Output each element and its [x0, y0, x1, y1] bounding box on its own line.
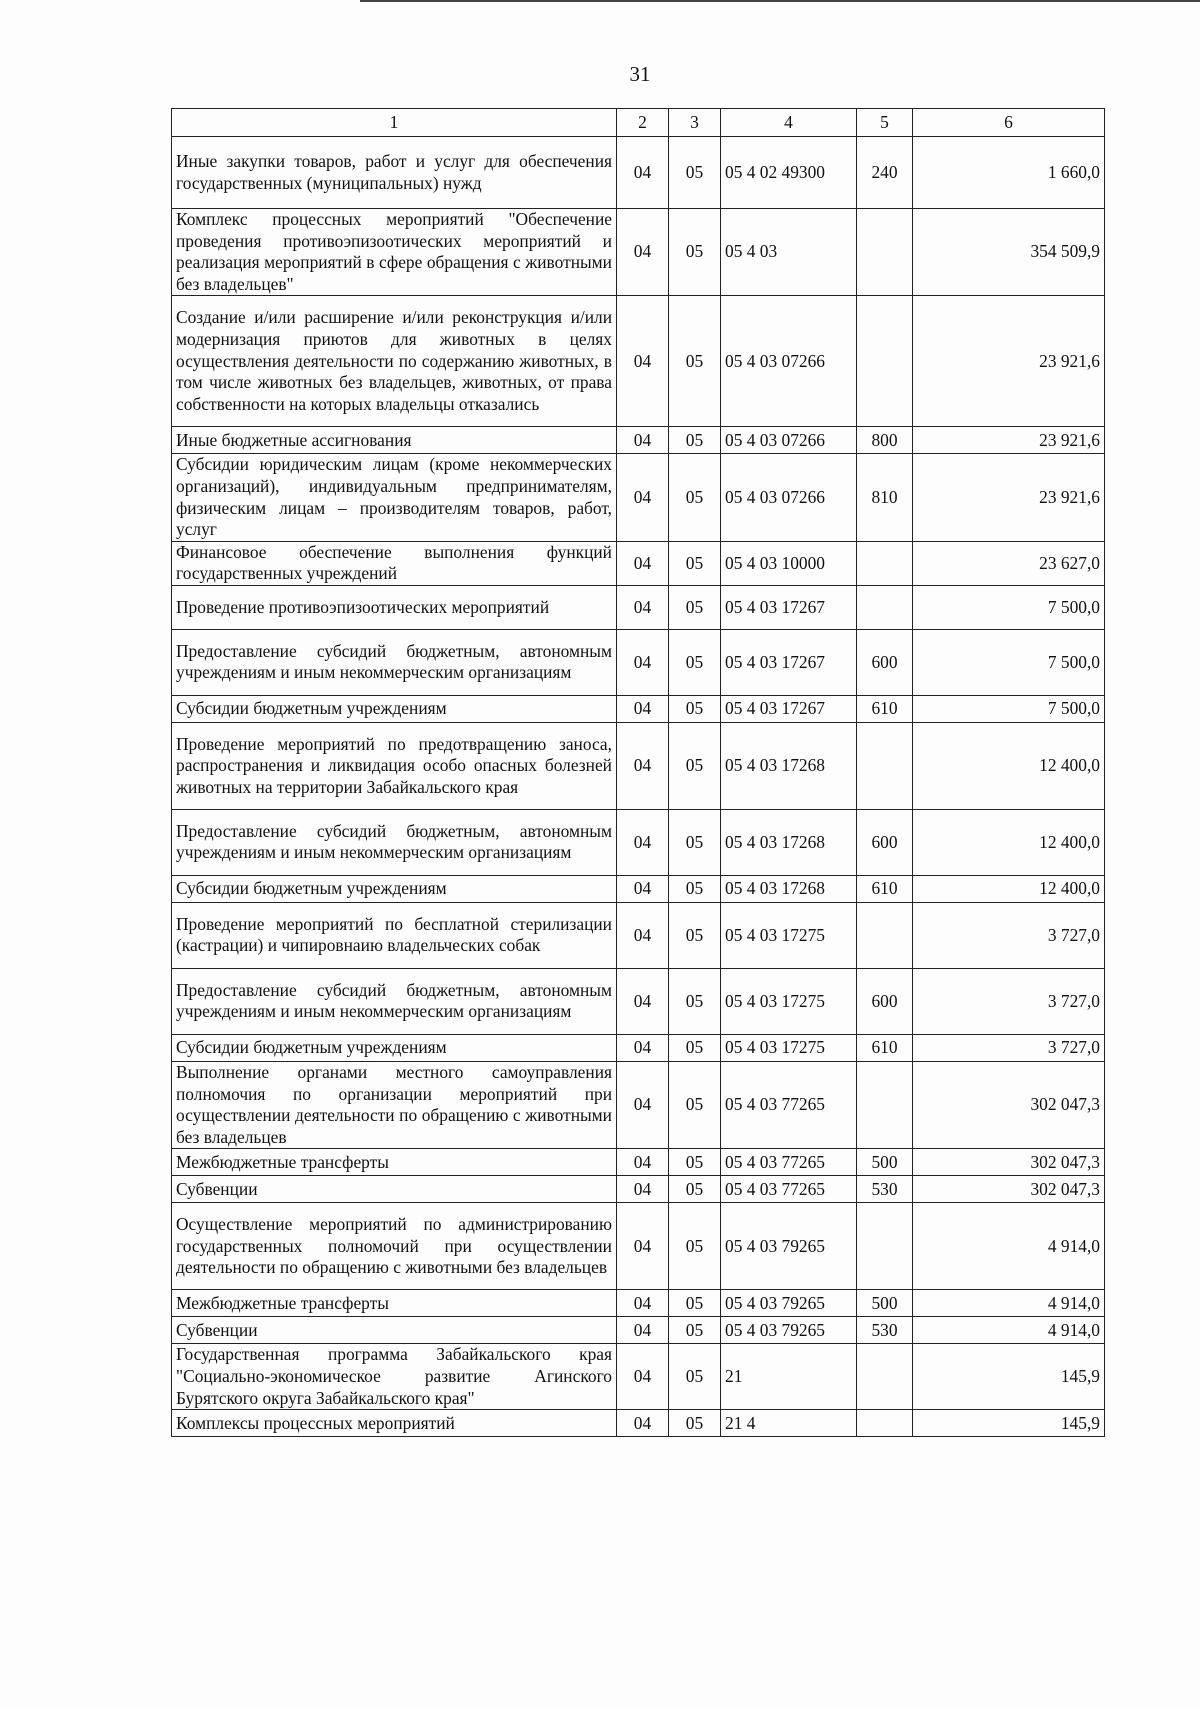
row-expense-type [857, 1203, 913, 1290]
row-name: Субсидии юридическим лицам (кроме некоммерческих организаций), индивидуальным предпринимателям, физическим лицам – производителям товаров, работ, услуг [172, 454, 617, 541]
row-target-article: 05 4 03 17268 [721, 809, 857, 875]
header-col-5: 5 [857, 109, 913, 137]
table-row [172, 1410, 1105, 1437]
row-expense-type [857, 722, 913, 809]
row-expense-type [857, 1344, 913, 1410]
row-name: Создание и/или расширение и/или реконструкция и/или модернизация приютов для животных в целях осуществления деятельности по содержанию животных, в том числе животных без владельцев, животных, от права собственности на которых владельцы отказались [172, 296, 617, 427]
row-amount: 3 727,0 [913, 1034, 1105, 1061]
row-amount: 23 921,6 [913, 454, 1105, 541]
row-target-article: 05 4 03 07266 [721, 427, 857, 454]
table-row [172, 1149, 1105, 1176]
row-name: Субвенции [172, 1317, 617, 1344]
row-subsection: 05 [669, 1034, 721, 1061]
scan-edge-line [360, 0, 1200, 2]
row-subsection: 05 [669, 1176, 721, 1203]
row-target-article: 05 4 03 79265 [721, 1317, 857, 1344]
row-section: 04 [617, 585, 669, 629]
table-row [172, 1344, 1105, 1410]
row-amount: 145,9 [913, 1344, 1105, 1410]
row-subsection: 05 [669, 629, 721, 695]
row-name: Межбюджетные трансферты [172, 1149, 617, 1176]
row-subsection: 05 [669, 1317, 721, 1344]
row-expense-type [857, 296, 913, 427]
row-name: Государственная программа Забайкальского края "Социально-экономическое развитие Агинского Бурятского округа Забайкальского края" [172, 1344, 617, 1410]
table-row [172, 1317, 1105, 1344]
table-row [172, 875, 1105, 902]
row-subsection: 05 [669, 541, 721, 585]
row-expense-type: 600 [857, 629, 913, 695]
row-target-article: 05 4 03 17275 [721, 902, 857, 968]
row-section: 04 [617, 1290, 669, 1317]
row-target-article: 05 4 03 79265 [721, 1203, 857, 1290]
row-section: 04 [617, 722, 669, 809]
row-section: 04 [617, 1344, 669, 1410]
row-section: 04 [617, 1410, 669, 1437]
header-col-6: 6 [913, 109, 1105, 137]
row-subsection: 05 [669, 968, 721, 1034]
row-expense-type: 530 [857, 1176, 913, 1203]
row-subsection: 05 [669, 809, 721, 875]
header-col-1: 1 [172, 109, 617, 137]
row-section: 04 [617, 629, 669, 695]
row-target-article: 05 4 03 10000 [721, 541, 857, 585]
table-row [172, 137, 1105, 209]
row-name: Комплексы процессных мероприятий [172, 1410, 617, 1437]
row-name: Выполнение органами местного самоуправления полномочия по организации мероприятий при осуществлении деятельности по обращению с животными без владельцев [172, 1061, 617, 1148]
row-subsection: 05 [669, 427, 721, 454]
row-target-article: 05 4 03 17267 [721, 695, 857, 722]
row-expense-type: 610 [857, 875, 913, 902]
row-subsection: 05 [669, 695, 721, 722]
row-name: Межбюджетные трансферты [172, 1290, 617, 1317]
table-row [172, 427, 1105, 454]
row-subsection: 05 [669, 1344, 721, 1410]
row-subsection: 05 [669, 1290, 721, 1317]
row-expense-type [857, 1410, 913, 1437]
row-expense-type: 800 [857, 427, 913, 454]
row-name: Иные закупки товаров, работ и услуг для обеспечения государственных (муниципальных) нужд [172, 137, 617, 209]
table-row [172, 585, 1105, 629]
row-name: Субсидии бюджетным учреждениям [172, 1034, 617, 1061]
row-section: 04 [617, 1149, 669, 1176]
row-expense-type [857, 1061, 913, 1148]
row-section: 04 [617, 695, 669, 722]
row-name: Проведение противоэпизоотических мероприятий [172, 585, 617, 629]
table-row [172, 1176, 1105, 1203]
row-target-article: 05 4 03 17275 [721, 1034, 857, 1061]
row-target-article: 05 4 03 07266 [721, 296, 857, 427]
row-amount: 4 914,0 [913, 1290, 1105, 1317]
budget-table [171, 108, 1105, 1437]
row-amount: 4 914,0 [913, 1203, 1105, 1290]
row-target-article: 05 4 03 17268 [721, 875, 857, 902]
row-expense-type: 500 [857, 1290, 913, 1317]
row-target-article: 05 4 02 49300 [721, 137, 857, 209]
row-subsection: 05 [669, 1149, 721, 1176]
table-row [172, 1290, 1105, 1317]
row-target-article: 05 4 03 17267 [721, 629, 857, 695]
row-amount: 145,9 [913, 1410, 1105, 1437]
row-amount: 7 500,0 [913, 585, 1105, 629]
row-amount: 23 921,6 [913, 427, 1105, 454]
row-name: Финансовое обеспечение выполнения функций государственных учреждений [172, 541, 617, 585]
row-subsection: 05 [669, 875, 721, 902]
row-target-article: 05 4 03 [721, 209, 857, 296]
table-row [172, 695, 1105, 722]
row-amount: 302 047,3 [913, 1176, 1105, 1203]
row-expense-type [857, 585, 913, 629]
row-subsection: 05 [669, 296, 721, 427]
header-col-2: 2 [617, 109, 669, 137]
row-expense-type [857, 209, 913, 296]
row-section: 04 [617, 296, 669, 427]
row-amount: 12 400,0 [913, 809, 1105, 875]
table-body [172, 137, 1105, 1437]
row-name: Комплекс процессных мероприятий "Обеспечение проведения противоэпизоотических мероприятий и реализация мероприятий в сфере обращения с животными без владельцев" [172, 209, 617, 296]
row-amount: 4 914,0 [913, 1317, 1105, 1344]
row-name: Проведение мероприятий по предотвращению заноса, распространения и ликвидация особо опасных болезней животных на территории Забайкальского края [172, 722, 617, 809]
row-section: 04 [617, 1176, 669, 1203]
row-target-article: 05 4 03 17275 [721, 968, 857, 1034]
table-row [172, 1203, 1105, 1290]
row-name: Субвенции [172, 1176, 617, 1203]
row-section: 04 [617, 1317, 669, 1344]
row-expense-type [857, 541, 913, 585]
row-name: Осуществление мероприятий по администрированию государственных полномочий при осуществлении деятельности по обращению с животными без владельцев [172, 1203, 617, 1290]
row-target-article: 05 4 03 79265 [721, 1290, 857, 1317]
row-amount: 7 500,0 [913, 629, 1105, 695]
row-target-article: 05 4 03 17267 [721, 585, 857, 629]
row-amount: 23 921,6 [913, 296, 1105, 427]
row-amount: 354 509,9 [913, 209, 1105, 296]
row-expense-type: 240 [857, 137, 913, 209]
row-section: 04 [617, 541, 669, 585]
row-section: 04 [617, 1203, 669, 1290]
row-target-article: 05 4 03 77265 [721, 1149, 857, 1176]
table-row [172, 722, 1105, 809]
row-target-article: 05 4 03 77265 [721, 1176, 857, 1203]
header-col-4: 4 [721, 109, 857, 137]
row-subsection: 05 [669, 722, 721, 809]
row-section: 04 [617, 454, 669, 541]
row-name: Субсидии бюджетным учреждениям [172, 875, 617, 902]
row-section: 04 [617, 902, 669, 968]
row-section: 04 [617, 427, 669, 454]
row-subsection: 05 [669, 1203, 721, 1290]
row-name: Иные бюджетные ассигнования [172, 427, 617, 454]
row-target-article: 05 4 03 17268 [721, 722, 857, 809]
row-amount: 1 660,0 [913, 137, 1105, 209]
row-subsection: 05 [669, 585, 721, 629]
row-amount: 3 727,0 [913, 968, 1105, 1034]
page-number: 31 [629, 62, 651, 86]
table-row [172, 541, 1105, 585]
row-section: 04 [617, 875, 669, 902]
row-amount: 302 047,3 [913, 1149, 1105, 1176]
row-expense-type: 600 [857, 968, 913, 1034]
header-row [172, 109, 1105, 137]
row-expense-type: 610 [857, 1034, 913, 1061]
row-amount: 12 400,0 [913, 722, 1105, 809]
table-row [172, 296, 1105, 427]
row-subsection: 05 [669, 1410, 721, 1437]
row-section: 04 [617, 968, 669, 1034]
row-amount: 3 727,0 [913, 902, 1105, 968]
table-row [172, 902, 1105, 968]
row-subsection: 05 [669, 137, 721, 209]
row-target-article: 05 4 03 07266 [721, 454, 857, 541]
table-row [172, 1061, 1105, 1148]
row-name: Проведение мероприятий по бесплатной стерилизации (кастрации) и чипировнаию владельческих собак [172, 902, 617, 968]
row-expense-type: 610 [857, 695, 913, 722]
row-expense-type: 530 [857, 1317, 913, 1344]
table-row [172, 809, 1105, 875]
row-section: 04 [617, 1061, 669, 1148]
row-name: Предоставление субсидий бюджетным, автономным учреждениям и иным некоммерческим организациям [172, 968, 617, 1034]
row-expense-type: 810 [857, 454, 913, 541]
row-target-article: 21 4 [721, 1410, 857, 1437]
header-col-3: 3 [669, 109, 721, 137]
row-amount: 12 400,0 [913, 875, 1105, 902]
row-expense-type: 600 [857, 809, 913, 875]
row-name: Субсидии бюджетным учреждениям [172, 695, 617, 722]
row-target-article: 21 [721, 1344, 857, 1410]
table-row [172, 209, 1105, 296]
row-section: 04 [617, 137, 669, 209]
row-subsection: 05 [669, 209, 721, 296]
table-row [172, 968, 1105, 1034]
table-row [172, 629, 1105, 695]
row-amount: 302 047,3 [913, 1061, 1105, 1148]
row-section: 04 [617, 1034, 669, 1061]
row-target-article: 05 4 03 77265 [721, 1061, 857, 1148]
row-subsection: 05 [669, 902, 721, 968]
row-section: 04 [617, 809, 669, 875]
row-expense-type: 500 [857, 1149, 913, 1176]
row-expense-type [857, 902, 913, 968]
table-row [172, 454, 1105, 541]
row-subsection: 05 [669, 1061, 721, 1148]
row-amount: 23 627,0 [913, 541, 1105, 585]
table-row [172, 1034, 1105, 1061]
row-name: Предоставление субсидий бюджетным, автономным учреждениям и иным некоммерческим организациям [172, 809, 617, 875]
row-amount: 7 500,0 [913, 695, 1105, 722]
row-subsection: 05 [669, 454, 721, 541]
row-name: Предоставление субсидий бюджетным, автономным учреждениям и иным некоммерческим организациям [172, 629, 617, 695]
row-section: 04 [617, 209, 669, 296]
